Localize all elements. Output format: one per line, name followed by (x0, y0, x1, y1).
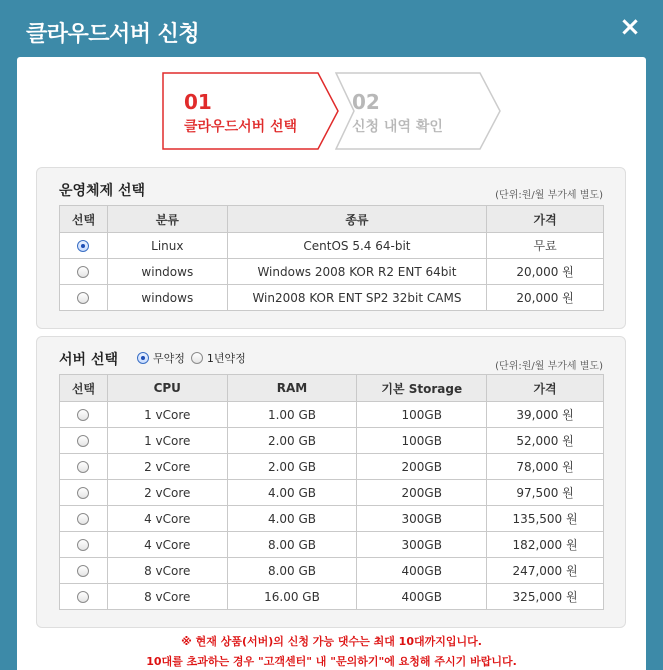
os-type: Windows 2008 KOR R2 ENT 64bit (227, 259, 486, 285)
server-table-header (60, 375, 604, 402)
server-ram: 2.00 GB (227, 428, 357, 454)
os-header-category: 분류 (107, 206, 227, 233)
table-row[interactable] (60, 402, 604, 428)
plan-option-1-year[interactable] (191, 350, 246, 366)
server-radio-button[interactable] (77, 461, 89, 473)
server-storage: 200GB (357, 454, 487, 480)
table-row[interactable] (60, 480, 604, 506)
server-header-ram: RAM (227, 375, 357, 402)
os-type: Win2008 KOR ENT SP2 32bit CAMS (227, 285, 486, 311)
step-1 (162, 72, 334, 150)
server-ram: 4.00 GB (227, 480, 357, 506)
server-cpu: 2 vCore (107, 480, 227, 506)
server-storage: 300GB (357, 532, 487, 558)
server-storage: 100GB (357, 428, 487, 454)
server-section-title: 서버 선택 (59, 352, 118, 368)
os-header-select: 선택 (60, 206, 108, 233)
server-ram: 16.00 GB (227, 584, 357, 610)
table-row[interactable] (60, 454, 604, 480)
step-2 (328, 72, 504, 150)
step-2-number: 02 (352, 90, 380, 114)
server-radio-button[interactable] (77, 591, 89, 603)
modal-titlebar (0, 0, 663, 62)
server-ram: 1.00 GB (227, 402, 357, 428)
os-price: 20,000 원 (487, 259, 604, 285)
server-price: 182,000 원 (487, 532, 604, 558)
server-radio-button[interactable] (77, 565, 89, 577)
os-table-header (60, 206, 604, 233)
server-header-storage: 기본 Storage (357, 375, 487, 402)
server-radio-button[interactable] (77, 487, 89, 499)
server-radio-button[interactable] (77, 435, 89, 447)
step-1-label: 클라우드서버 선택 (184, 119, 298, 135)
server-unit-note: (단위:원/월 부가세 별도) (495, 361, 603, 372)
server-price: 97,500 원 (487, 480, 604, 506)
server-cpu: 1 vCore (107, 428, 227, 454)
step-indicator (162, 72, 522, 150)
server-selection-panel (36, 336, 626, 628)
server-cpu: 4 vCore (107, 506, 227, 532)
os-radio-button[interactable] (77, 240, 89, 252)
os-selection-panel (36, 167, 626, 329)
server-cpu: 8 vCore (107, 584, 227, 610)
server-header-price: 가격 (487, 375, 604, 402)
server-cpu: 2 vCore (107, 454, 227, 480)
server-storage: 300GB (357, 506, 487, 532)
server-price: 78,000 원 (487, 454, 604, 480)
os-radio-button[interactable] (77, 292, 89, 304)
contract-plan-options (137, 350, 252, 366)
plan-option-label: 무약정 (153, 352, 185, 365)
os-header-price: 가격 (487, 206, 604, 233)
modal-content (17, 57, 646, 670)
server-header-cpu: CPU (107, 375, 227, 402)
table-row[interactable] (60, 285, 604, 311)
table-row[interactable] (60, 558, 604, 584)
table-row[interactable] (60, 259, 604, 285)
os-price: 20,000 원 (487, 285, 604, 311)
plan-radio-button[interactable] (191, 352, 203, 364)
close-icon[interactable]: × (619, 12, 641, 42)
plan-option-no-contract[interactable] (137, 350, 185, 366)
server-header-select: 선택 (60, 375, 108, 402)
server-price: 247,000 원 (487, 558, 604, 584)
table-row[interactable] (60, 584, 604, 610)
server-storage: 400GB (357, 584, 487, 610)
server-price: 52,000 원 (487, 428, 604, 454)
os-unit-note: (단위:원/월 부가세 별도) (495, 190, 603, 201)
step-1-number: 01 (184, 90, 212, 114)
server-ram: 8.00 GB (227, 558, 357, 584)
os-radio-button[interactable] (77, 266, 89, 278)
os-header-type: 종류 (227, 206, 486, 233)
step-2-label: 신청 내역 확인 (352, 119, 443, 135)
server-storage: 100GB (357, 402, 487, 428)
notice-line-1: ※ 현재 상품(서버)의 신청 가능 댓수는 최대 10대까지입니다. (181, 635, 482, 648)
server-cpu: 1 vCore (107, 402, 227, 428)
plan-option-label: 1년약정 (206, 352, 246, 365)
server-cpu: 4 vCore (107, 532, 227, 558)
server-table (59, 374, 604, 610)
os-category: windows (107, 259, 227, 285)
modal-title: 클라우드서버 신청 (26, 22, 200, 47)
os-price: 무료 (487, 233, 604, 259)
table-row[interactable] (60, 506, 604, 532)
server-storage: 200GB (357, 480, 487, 506)
os-type: CentOS 5.4 64-bit (227, 233, 486, 259)
notice-line-2: 10대를 초과하는 경우 "고객센터" 내 "문의하기"에 요청해 주시기 바랍니다. (146, 655, 517, 668)
server-price: 135,500 원 (487, 506, 604, 532)
os-table (59, 205, 604, 311)
table-row[interactable] (60, 428, 604, 454)
server-ram: 4.00 GB (227, 506, 357, 532)
server-ram: 2.00 GB (227, 454, 357, 480)
os-category: windows (107, 285, 227, 311)
os-category: Linux (107, 233, 227, 259)
table-row[interactable] (60, 532, 604, 558)
server-price: 39,000 원 (487, 402, 604, 428)
server-radio-button[interactable] (77, 513, 89, 525)
os-section-title: 운영체제 선택 (59, 183, 146, 199)
server-price: 325,000 원 (487, 584, 604, 610)
server-storage: 400GB (357, 558, 487, 584)
server-cpu: 8 vCore (107, 558, 227, 584)
plan-radio-button[interactable] (137, 352, 149, 364)
server-ram: 8.00 GB (227, 532, 357, 558)
server-radio-button[interactable] (77, 409, 89, 421)
server-radio-button[interactable] (77, 539, 89, 551)
table-row[interactable] (60, 233, 604, 259)
